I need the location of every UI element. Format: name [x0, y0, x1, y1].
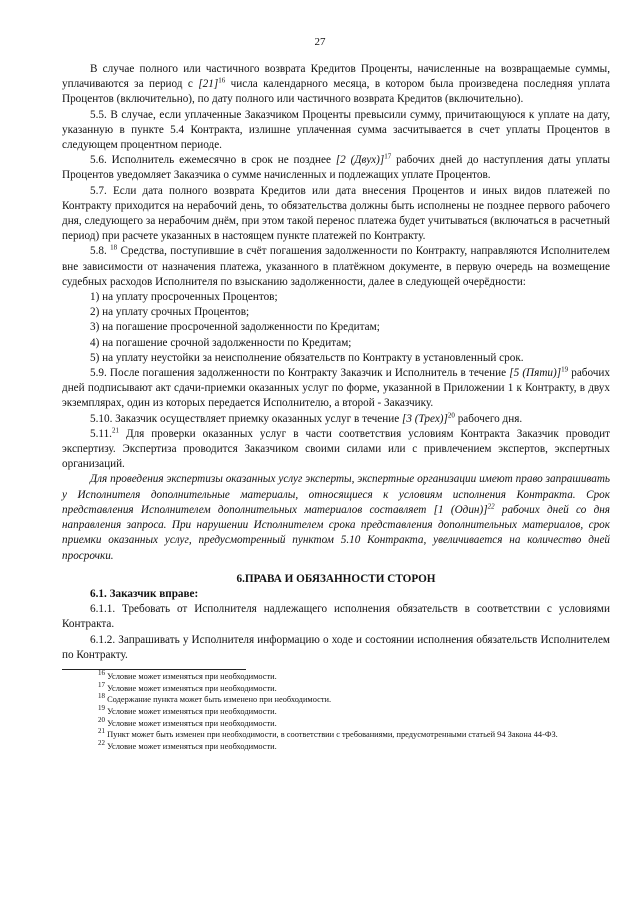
page-number: 27 [314, 36, 326, 48]
footnote: $^{18}$ Содержание пункта может быть изменено при необходимости. [98, 692, 332, 705]
paragraph-5-11: 5.11.21 Для проверки оказанных услуг в части соответствия условиям Контракта Заказчик проводит экспертизу. Экспертиза проводится Заказчиком своими силами или с привлечением экспертов, экспертных организаций. [62, 426, 610, 471]
paragraph-5-8: 5.8. $^{18}$ Средства, поступившие в счёт погашения задолженности по Контракту, направляются Исполнителем вне зависимости от назначения платежа, указанного в платёжном документе, в первую очередь на возмещение судебных расходов Исполнителя по взысканию задолженности, далее в следующей очерёдности: [62, 243, 611, 288]
sub-heading: 6.1. Заказчик вправе: [90, 587, 199, 600]
section-heading: 6.ПРАВА И ОБЯЗАННОСТИ СТОРОН [236, 572, 436, 585]
paragraph-5-5: 5.5. В случае, если уплаченные Заказчиком Проценты превысили сумму, причитающуюся к уплате на дату, указанную в пункте 5.4 Контракта, излишне уплаченная сумма засчитывается в счет уплаты Процентов в следующем процентном периоде. [62, 108, 610, 152]
footnote: $^{19}$ Условие может изменяться при необходимости. [98, 704, 277, 717]
footnote-ref[interactable]: 18 [110, 243, 118, 252]
paragraph-5-6: 5.6. Исполнитель ежемесячно в срок не позднее [2 (Двух)]$^{17}$ рабочих дней до наступления даты уплаты Процентов уведомляет Заказчика о сумме начисленных и подлежащих уплате Процентов. [62, 152, 611, 182]
footnote: $^{21}$ Пункт может быть изменен при необходимости, в соответствии с требованиями, предусмотренными статьей 94 Закона 44-ФЗ. [98, 727, 558, 740]
footnote-separator [62, 669, 246, 670]
list-item: 5) на уплату неустойки за неисполнение обязательств по Контракту в установленный срок. [90, 351, 524, 364]
document-body [62, 62, 610, 753]
footnote: $^{17}$ Условие может изменяться при необходимости. [98, 680, 277, 693]
footnote-ref[interactable]: 19 [561, 365, 569, 374]
footnote: $^{16}$ Условие может изменяться при необходимости. [98, 669, 277, 681]
footnote: $^{22}$ Условие может изменяться при необходимости. [98, 739, 277, 752]
paragraph-6-1-1: 6.1.1. Требовать от Исполнителя надлежащего исполнения обязательств в соответствии с условиями Контракта. [62, 603, 610, 631]
list-item: 1) на уплату просроченных Процентов; [90, 291, 278, 304]
footnote-ref[interactable]: 20 [447, 410, 455, 419]
paragraph-expertise-italic: Для проведения экспертизы оказанных услуг эксперты, экспертные организации имеют право запрашивать у Исполнителя дополнительные материалы, относящиеся к условиям исполнения Контракта. Срок представления Исполнителем дополнительных материалов составляет [1 (Один)]$^{22}$ рабочих дней со дня направления запроса. При нарушении Исполнителем срока представления дополнительных материалов, срок приемки оказанных услуг, предусмотренный пунктом 5.10 Контракта, увеличивается на количество дней просрочки. [62, 473, 611, 562]
paragraph-5-9: 5.9. После погашения задолженности по Контракту Заказчик и Исполнитель в течение [5 (Пяти)]$^{19}$ рабочих дней подписывают акт сдачи-приемки оказанных услуг по форме, указанной в Приложении 1 к Контракту, в двух экземплярах, один из которых передается Исполнителю, а второй - Заказчику. [62, 365, 610, 410]
footnote-ref[interactable]: 22 [487, 502, 495, 511]
footnote: $^{20}$ Условие может изменяться при необходимости. [98, 715, 277, 728]
list-item: 3) на погашение просроченной задолженности по Кредитам; [90, 321, 380, 334]
paragraph-interest-on-repayment: В случае полного или частичного возврата Кредитов Проценты, начисленные на возвращаемые суммы, уплачиваются за период с $[21]^{16}$ числа календарного месяца, в котором была произведена последняя уплата Процентов (включительно), по дату полного или частичного возврата Кредитов (включительно). [62, 63, 610, 106]
list-item: 4) на погашение срочной задолженности по Кредитам; [90, 336, 352, 349]
list-item: 2) на уплату срочных Процентов; [90, 306, 250, 319]
footnote-ref[interactable]: 16 [218, 76, 226, 85]
footnote-ref[interactable]: 21 [111, 426, 119, 435]
paragraph-5-7: 5.7. Если дата полного возврата Кредитов или дата внесения Процентов и иных видов платежей по Контракту приходится на нерабочий день, то обязательства должны быть исполнены не позднее первого рабочего дня, следующего за нерабочим днём, при этом такой перенос платежа будет учитываться (включаться в расчетный период) при расчете указанных в настоящем пункте платежей по Контракту. [62, 184, 610, 243]
footnote-ref[interactable]: 17 [384, 152, 392, 161]
paragraph-6-1-2: 6.1.2. Запрашивать у Исполнителя информацию о ходе и состоянии исполнения обязательств Исполнителем по Контракту. [62, 633, 610, 661]
paragraph-5-10: 5.10. Заказчик осуществляет приемку оказанных услуг в течение [3 (Трех)]$^{20}$ рабочего дня. [90, 410, 523, 425]
